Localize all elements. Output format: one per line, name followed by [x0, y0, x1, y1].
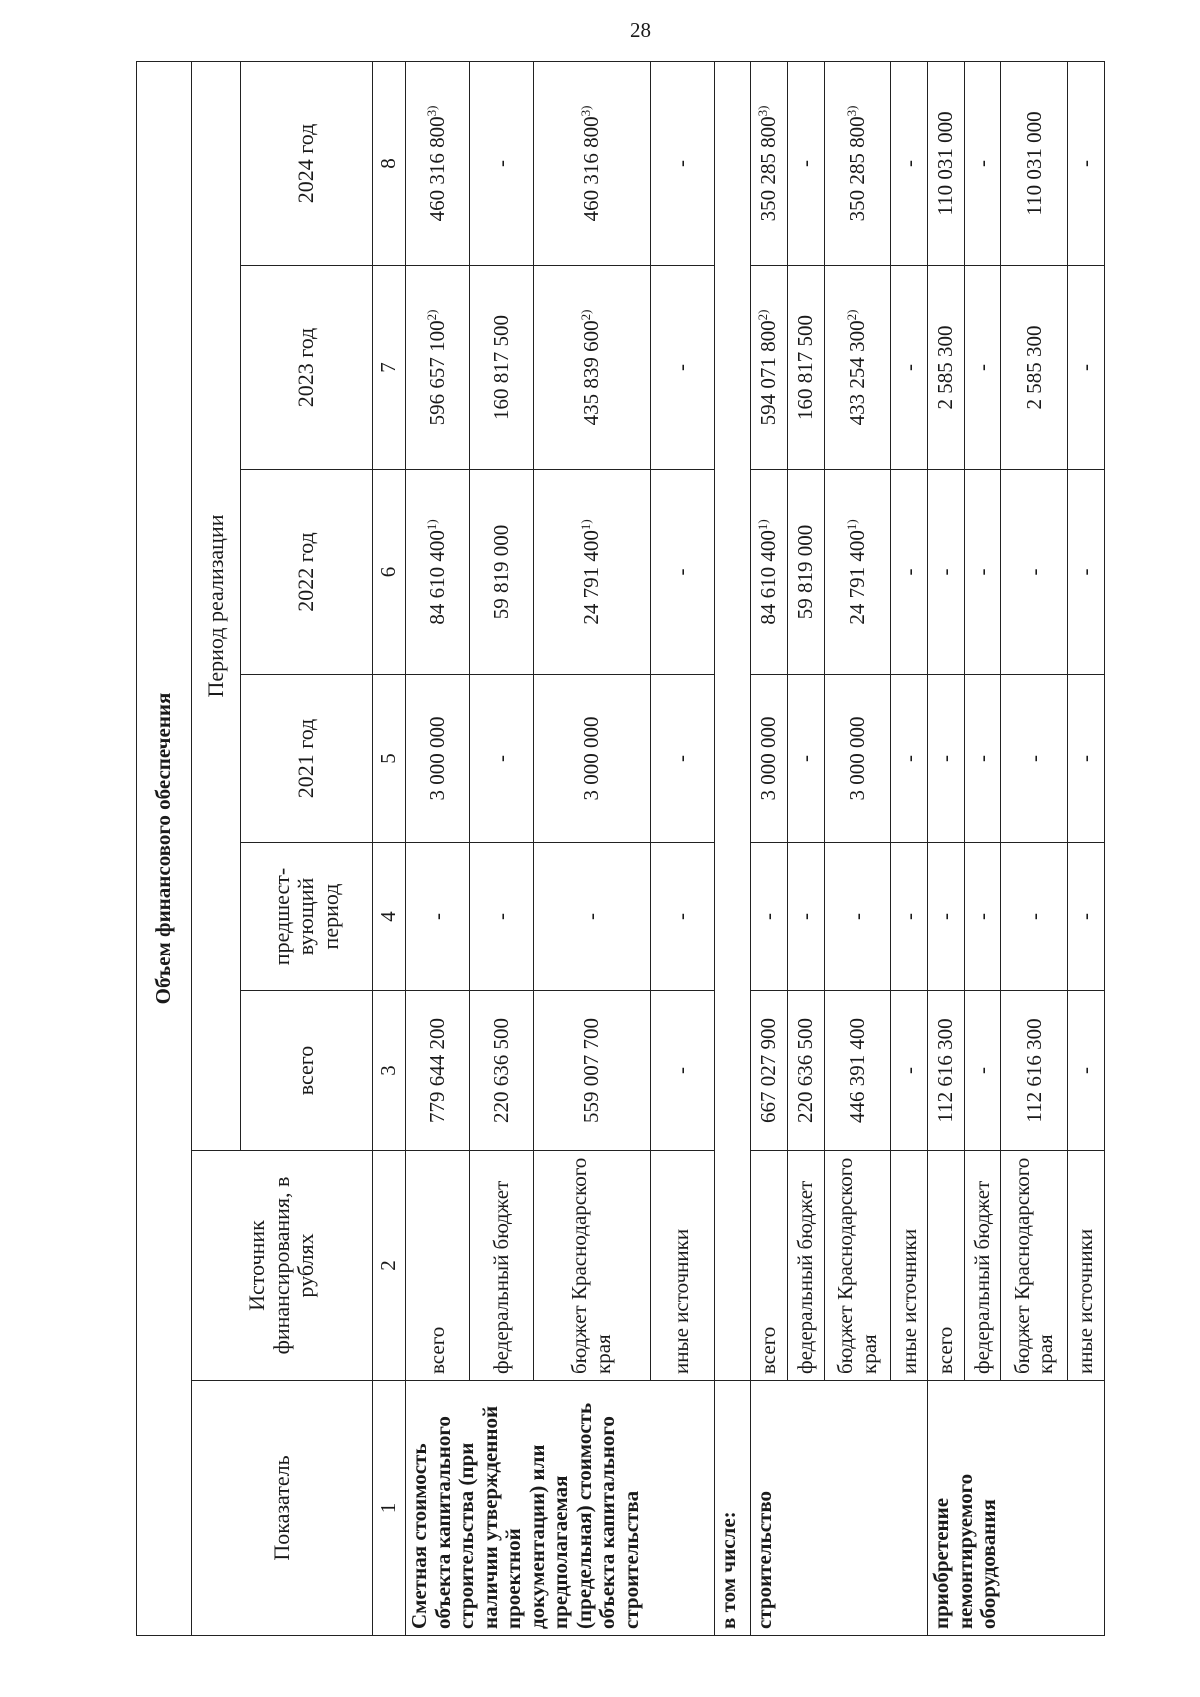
- value-text: 59 819 000: [792, 524, 817, 620]
- value-cell-total: 220 636 500: [787, 991, 824, 1151]
- subheading-row: [714, 61, 751, 1635]
- value-cell-y2021: -: [928, 675, 965, 843]
- value-cell-prev: -: [891, 843, 928, 991]
- value-cell-total: -: [1068, 991, 1105, 1151]
- value-cell-y2024: [787, 61, 824, 265]
- column-number: 2: [373, 1151, 406, 1381]
- value-cell-y2023: [1068, 266, 1105, 470]
- header-prev-period: предшест-вующий период: [241, 843, 373, 991]
- subheading-cell: в том числе:: [714, 1381, 751, 1636]
- value-text: 160 817 500: [792, 315, 817, 420]
- value-text: -: [969, 364, 994, 371]
- value-cell-prev: -: [406, 843, 470, 991]
- table-row: [406, 61, 470, 1635]
- source-cell: федеральный бюджет: [964, 1151, 1001, 1381]
- value-text: 350 285 800: [844, 116, 869, 222]
- value-cell-y2023: [469, 266, 533, 470]
- value-cell-y2024: [1001, 61, 1068, 265]
- value-cell-y2022: [406, 470, 470, 675]
- value-text: 84 610 400: [756, 530, 781, 625]
- column-number: 6: [373, 470, 406, 675]
- footnote-mark: 1): [423, 519, 439, 531]
- footnote-mark: 3): [843, 105, 859, 117]
- column-number: 7: [373, 266, 406, 470]
- value-cell-prev: -: [469, 843, 533, 991]
- value-cell-prev: -: [1068, 843, 1105, 991]
- value-cell-y2021: -: [650, 675, 714, 843]
- value-cell-y2023: [650, 266, 714, 470]
- header-2023: 2023 год: [241, 266, 373, 470]
- value-cell-y2024: [469, 61, 533, 265]
- value-cell-y2023: [928, 266, 965, 470]
- value-cell-prev: -: [928, 843, 965, 991]
- footnote-mark: 2): [755, 309, 771, 321]
- value-cell-total: 112 616 300: [928, 991, 965, 1151]
- value-cell-y2021: 3 000 000: [533, 675, 650, 843]
- value-cell-y2021: -: [964, 675, 1001, 843]
- value-cell-y2023: [964, 266, 1001, 470]
- footnote-mark: 1): [755, 519, 771, 531]
- column-number: 8: [373, 61, 406, 265]
- source-cell: бюджет Краснодарского края: [824, 1151, 891, 1381]
- empty-cell: [714, 61, 751, 1380]
- value-text: 110 031 000: [1021, 111, 1046, 216]
- value-cell-prev: -: [787, 843, 824, 991]
- value-cell-y2023: [533, 266, 650, 470]
- value-text: -: [488, 160, 513, 167]
- value-cell-total: 446 391 400: [824, 991, 891, 1151]
- value-cell-y2022: [928, 470, 965, 675]
- footnote-mark: 3): [578, 105, 593, 117]
- table-title: Объем финансового обеспечения: [137, 61, 192, 1635]
- value-cell-y2024: [751, 61, 788, 265]
- column-number: 3: [373, 991, 406, 1151]
- value-text: 2 585 300: [933, 325, 958, 410]
- value-text: -: [896, 160, 921, 167]
- value-text: 24 791 400: [579, 530, 603, 625]
- value-cell-total: -: [964, 991, 1001, 1151]
- value-cell-y2023: [1001, 266, 1068, 470]
- value-cell-y2022: [469, 470, 533, 675]
- table-row: [928, 61, 965, 1635]
- footnote-mark: 1): [578, 519, 593, 531]
- source-cell: бюджет Краснодарского края: [533, 1151, 650, 1381]
- value-cell-y2024: [824, 61, 891, 265]
- value-cell-y2021: -: [1068, 675, 1105, 843]
- footnote-mark: 2): [578, 309, 593, 321]
- value-cell-y2023: [891, 266, 928, 470]
- value-cell-y2023: [751, 266, 788, 470]
- value-text: 460 316 800: [579, 116, 603, 222]
- value-text: -: [1073, 364, 1098, 371]
- value-cell-y2021: 3 000 000: [824, 675, 891, 843]
- value-text: 460 316 800: [424, 116, 449, 222]
- value-text: -: [969, 160, 994, 167]
- value-cell-total: 667 027 900: [751, 991, 788, 1151]
- value-cell-y2024: [533, 61, 650, 265]
- value-cell-y2021: 3 000 000: [751, 675, 788, 843]
- value-cell-total: 779 644 200: [406, 991, 470, 1151]
- rotated-table-container: [136, 62, 1105, 1636]
- header-2024: 2024 год: [241, 61, 373, 265]
- footnote-mark: 2): [843, 309, 859, 321]
- value-cell-y2021: -: [469, 675, 533, 843]
- value-cell-y2022: [787, 470, 824, 675]
- value-cell-prev: -: [964, 843, 1001, 991]
- value-text: -: [792, 160, 817, 167]
- value-cell-prev: -: [1001, 843, 1068, 991]
- value-text: 596 657 100: [424, 320, 449, 426]
- source-cell: иные источники: [891, 1151, 928, 1381]
- value-text: 110 031 000: [933, 111, 958, 216]
- value-text: -: [933, 568, 958, 576]
- value-text: -: [1073, 568, 1098, 576]
- value-text: -: [896, 568, 921, 576]
- footnote-mark: 3): [423, 105, 439, 117]
- column-number: 5: [373, 675, 406, 843]
- value-cell-total: -: [650, 991, 714, 1151]
- value-text: 84 610 400: [424, 530, 449, 625]
- source-cell: всего: [406, 1151, 470, 1381]
- value-text: -: [969, 568, 994, 576]
- source-cell: всего: [928, 1151, 965, 1381]
- value-cell-total: 220 636 500: [469, 991, 533, 1151]
- source-cell: федеральный бюджет: [469, 1151, 533, 1381]
- header-total: всего: [241, 991, 373, 1151]
- column-number: 1: [373, 1381, 406, 1636]
- financing-table: [136, 61, 1105, 1636]
- value-cell-y2022: [751, 470, 788, 675]
- value-text: 160 817 500: [488, 315, 513, 420]
- value-cell-y2021: 3 000 000: [406, 675, 470, 843]
- indicator-cell: Сметная стоимость объекта капитального строительства (при наличии утвержденной проектной документации) или предполагаемая (предельная) стоимость объекта капитального строительства: [406, 1381, 715, 1636]
- source-cell: иные источники: [1068, 1151, 1105, 1381]
- value-cell-y2021: -: [787, 675, 824, 843]
- value-text: 2 585 300: [1021, 325, 1046, 410]
- source-cell: иные источники: [650, 1151, 714, 1381]
- value-cell-prev: -: [751, 843, 788, 991]
- value-text: -: [1073, 160, 1098, 167]
- column-number: 4: [373, 843, 406, 991]
- value-cell-prev: -: [533, 843, 650, 991]
- value-cell-y2024: [650, 61, 714, 265]
- source-cell: всего: [751, 1151, 788, 1381]
- table-row: [751, 61, 788, 1635]
- value-cell-y2022: [650, 470, 714, 675]
- value-cell-y2021: -: [1001, 675, 1068, 843]
- value-cell-prev: -: [824, 843, 891, 991]
- value-cell-prev: -: [650, 843, 714, 991]
- value-text: 24 791 400: [844, 530, 869, 625]
- source-cell: бюджет Краснодарского края: [1001, 1151, 1068, 1381]
- value-text: -: [669, 568, 694, 576]
- value-cell-total: 112 616 300: [1001, 991, 1068, 1151]
- value-cell-total: 559 007 700: [533, 991, 650, 1151]
- value-text: 594 071 800: [756, 320, 781, 426]
- value-text: -: [669, 364, 694, 371]
- value-cell-y2024: [928, 61, 965, 265]
- value-cell-y2022: [891, 470, 928, 675]
- value-cell-y2022: [824, 470, 891, 675]
- header-indicator: Показатель: [192, 1381, 373, 1636]
- value-cell-y2024: [406, 61, 470, 265]
- indicator-cell: строительство: [751, 1381, 928, 1636]
- header-period-group: Период реализации: [192, 61, 241, 1150]
- value-cell-y2024: [964, 61, 1001, 265]
- page-number: 28: [630, 18, 651, 42]
- footnote-mark: 1): [843, 519, 859, 531]
- value-cell-total: -: [891, 991, 928, 1151]
- footnote-mark: 2): [423, 309, 439, 321]
- value-text: 350 285 800: [756, 116, 781, 222]
- value-cell-y2023: [787, 266, 824, 470]
- value-text: 433 254 300: [844, 320, 869, 426]
- value-cell-y2024: [891, 61, 928, 265]
- value-cell-y2022: [533, 470, 650, 675]
- value-text: 59 819 000: [488, 524, 513, 620]
- source-cell: федеральный бюджет: [787, 1151, 824, 1381]
- value-cell-y2021: -: [891, 675, 928, 843]
- value-cell-y2022: [1001, 470, 1068, 675]
- header-2022: 2022 год: [241, 470, 373, 675]
- value-text: -: [669, 160, 694, 167]
- value-text: 435 839 600: [579, 320, 603, 426]
- value-cell-y2023: [406, 266, 470, 470]
- value-cell-y2022: [1068, 470, 1105, 675]
- header-2021: 2021 год: [241, 675, 373, 843]
- table-body: [406, 61, 1105, 1635]
- header-source: Источник финансирования, в рублях: [192, 1151, 373, 1381]
- value-cell-y2022: [964, 470, 1001, 675]
- value-text: -: [1021, 568, 1046, 576]
- value-text: -: [896, 364, 921, 371]
- value-cell-y2023: [824, 266, 891, 470]
- value-cell-y2024: [1068, 61, 1105, 265]
- indicator-cell: приобретение немонтируемого оборудования: [928, 1381, 1105, 1636]
- footnote-mark: 3): [755, 105, 771, 117]
